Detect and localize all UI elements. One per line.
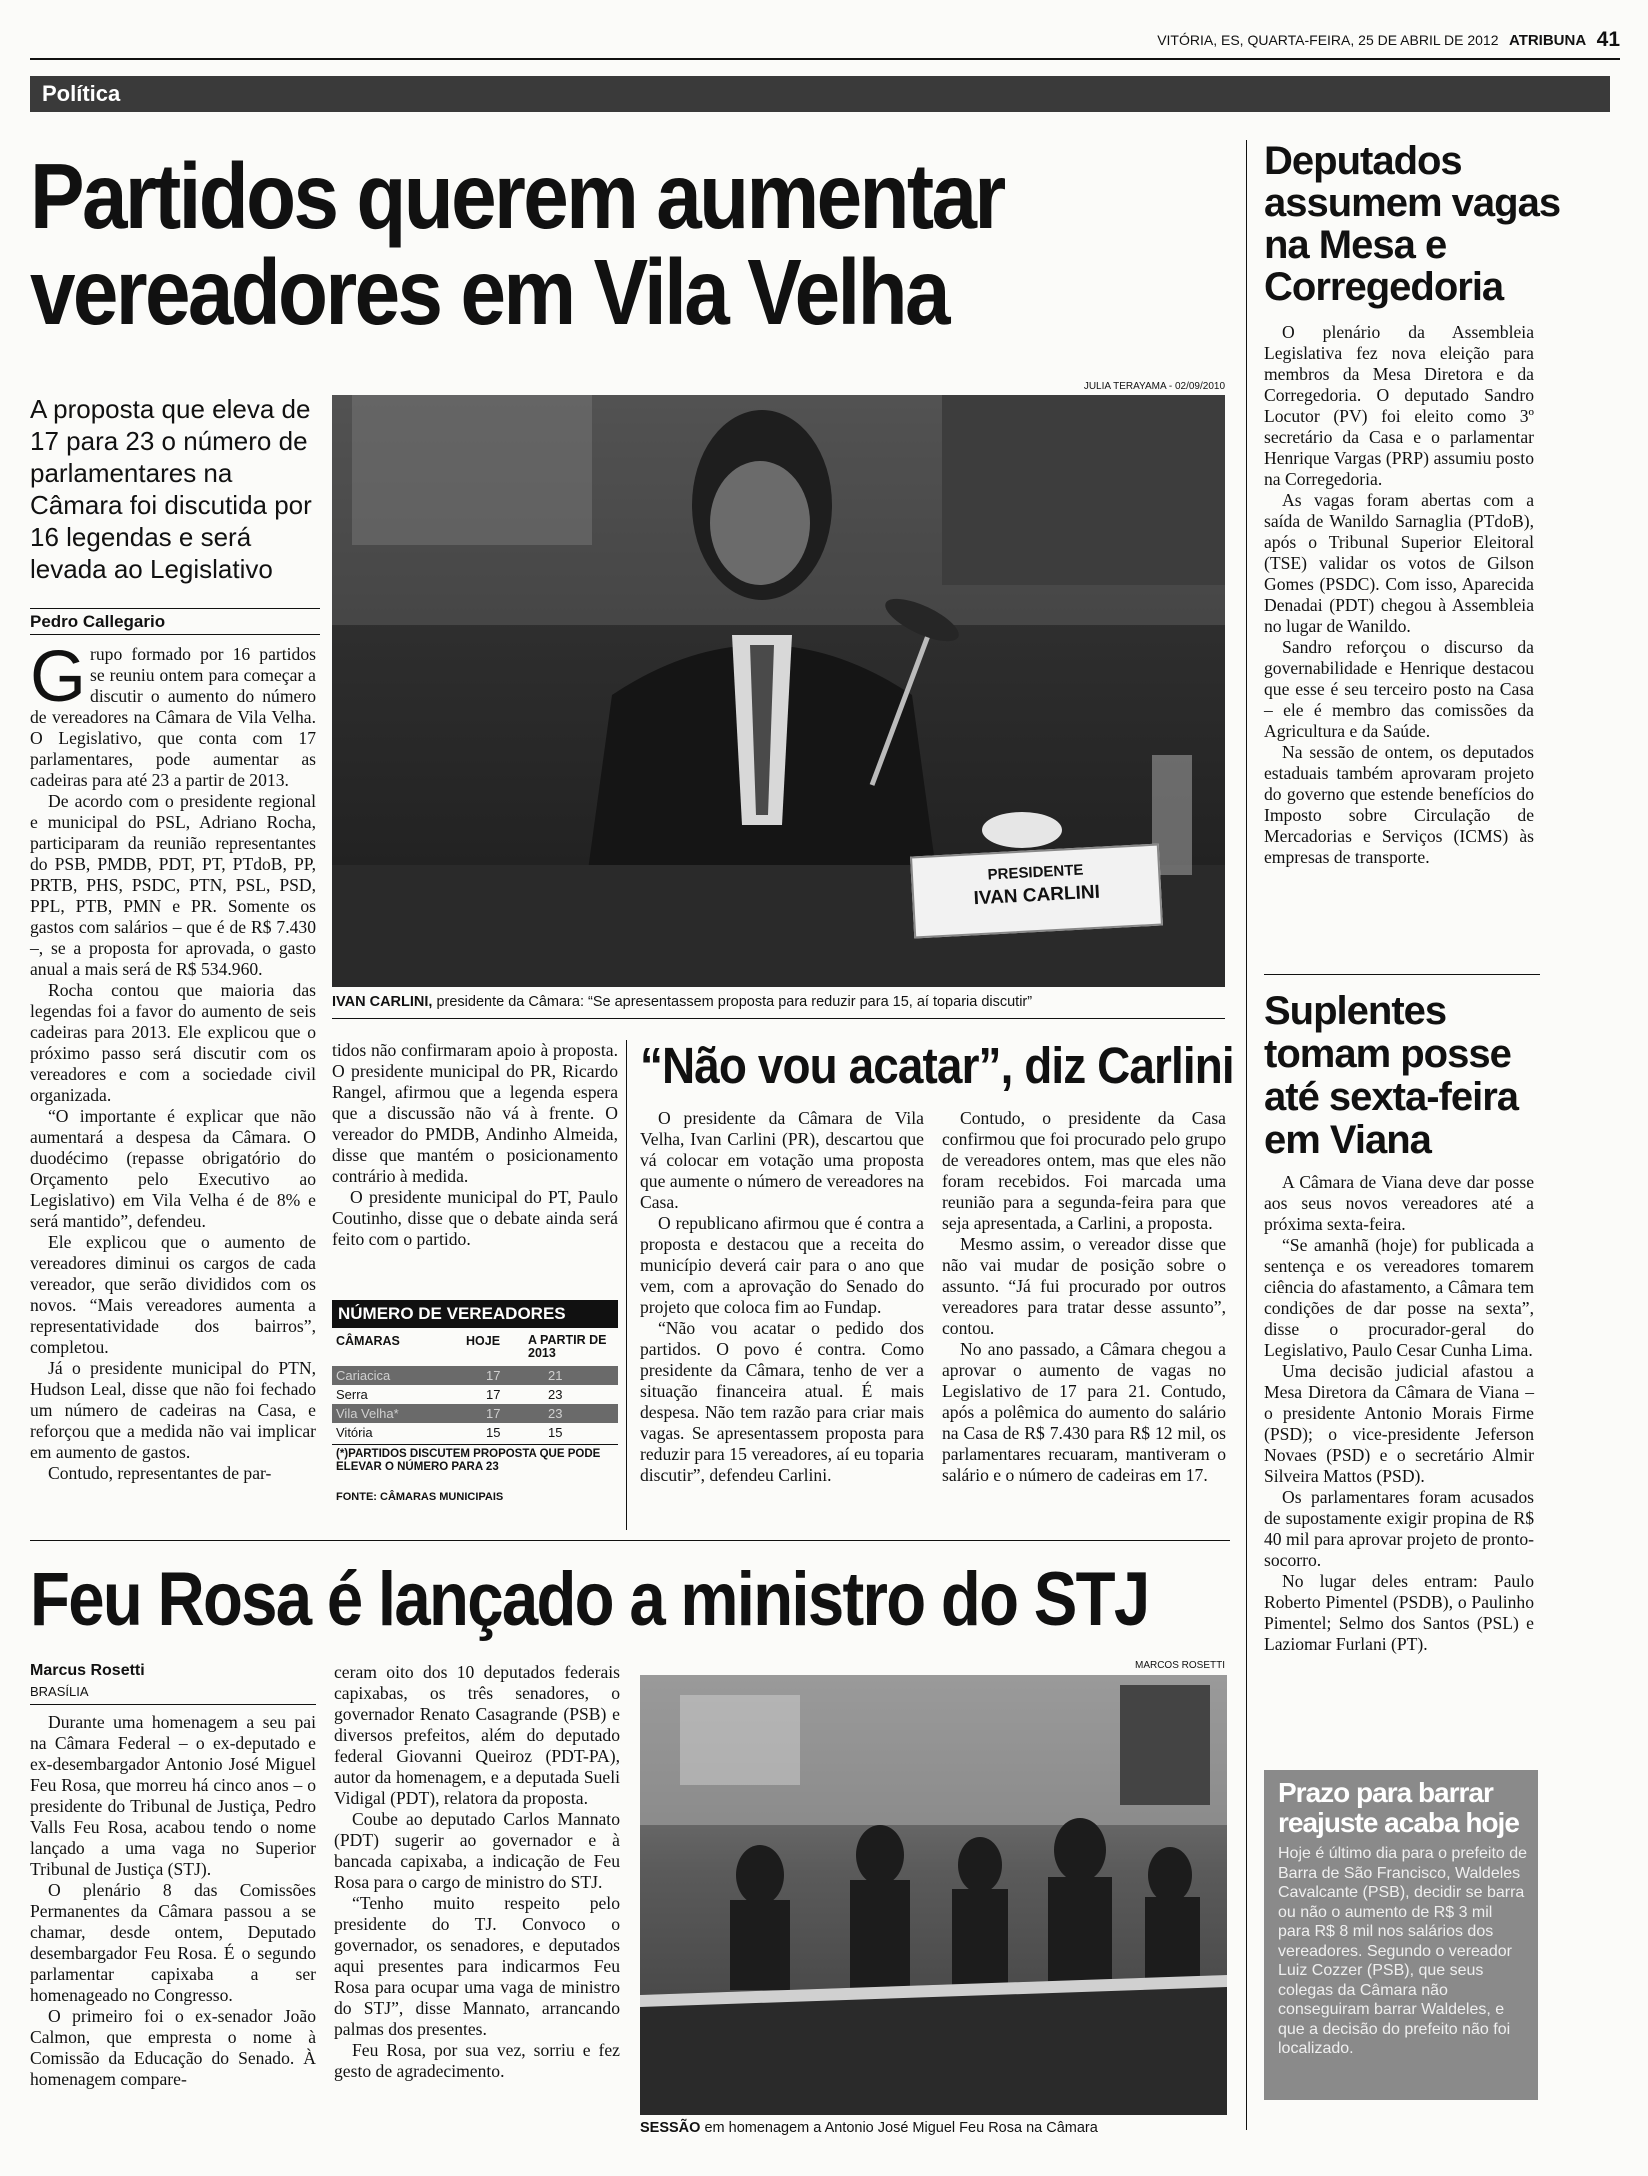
caption-text: presidente da Câmara: “Se apresentassem proposta para reduzir para 15, aí toparia discutir” [436, 994, 1033, 1010]
paragraph: De acordo com o presidente regional e municipal do PSL, Adriano Rocha, participaram da reunião representantes do PSB, PMDB, PDT, PT, PTdoB, PP, PRTB, PHS, PSDC, PTN, PSL, PSD, PPL, PTB, PMN e PR. Somente os gastos com salários – que é de R$ 7.430 –, se a proposta for aprovada, o gasto anual a mais será de R$ 534.960. [30, 791, 316, 979]
feu-rosa-photo [640, 1675, 1227, 2115]
main-headline [30, 144, 1086, 344]
vereadores-table [332, 1300, 618, 1503]
caption-text: em homenagem a Antonio José Miguel Feu Rosa na Câmara [704, 2120, 1098, 2136]
main-headline-line1: Partidos querem aumentar [30, 144, 1004, 248]
paragraph: No lugar deles entram: Paulo Roberto Pimentel (PSDB), o Paulinho Pimentel; Selmo dos Santos (PSL) e Laziomar Furlani (PT). [1264, 1571, 1534, 1654]
byline-rule [30, 608, 320, 609]
feu-rosa-column-2 [334, 1662, 620, 2082]
byline-rule-bottom [30, 634, 320, 635]
nameplate-title: PRESIDENTE [987, 861, 1084, 884]
sidebar-box-headline: Prazo para barrar reajuste acaba hoje [1278, 1777, 1519, 1838]
caption-name: IVAN CARLINI, [332, 994, 433, 1010]
page-header [1000, 28, 1620, 54]
table-row [332, 1404, 618, 1423]
paragraph: Rocha contou que maioria das legendas foi a favor do aumento de seis cadeiras para 2013. Ele explicou que o próximo passo será discutir com os vereadores e com a sociedade civil organizada. [30, 980, 316, 1105]
paragraph: Mesmo assim, o vereador disse que não vai mudar de posição sobre o assunto. “Já fui procurado por outros vereadores para tratar desse assunto”, contou. [942, 1234, 1226, 1338]
feu-rosa-headline: Feu Rosa é lançado a ministro do STJ [30, 1557, 1149, 1642]
header-rule [30, 58, 1620, 60]
table-footnote: (*)PARTIDOS DISCUTEM PROPOSTA QUE PODE ELEVAR O NÚMERO PARA 23 [336, 1448, 601, 1473]
section-divider [30, 1540, 1230, 1541]
feu-rosa-column-1 [30, 1712, 316, 2090]
sidebar-divider [1264, 974, 1540, 975]
carlini-headline: “Não vou acatar”, diz Carlini [640, 1037, 1234, 1094]
paragraph: Feu Rosa, por sua vez, sorriu e fez gesto de agradecimento. [334, 2040, 620, 2081]
carlini-photo [332, 395, 1225, 987]
paragraph: Ele explicou que o aumento de vereadores diminui os cargos de cada vereador, que serão divididos com os novos. “Mais vereadores aumenta a representatividade dos bairros”, completou. [30, 1232, 316, 1357]
table-cell: 23 [548, 1406, 563, 1421]
table-row [332, 1423, 618, 1442]
carlini-column-1 [640, 1108, 924, 1486]
sidebar-box-text: Hoje é último dia para o prefeito de Barra de São Francisco, Waldeles Cavalcante (PSB), decidir se barra ou não o aumento de R$ 3 mil para R$ 8 mil nos salários dos vereadores. Segundo o vereador Luiz Cozzer (PSB), que seus colegas da Câmara não conseguiram barrar Waldeles, e que a decisão do prefeito não foi localizado. [1278, 1845, 1528, 2057]
table-header-cell: A PARTIR DE 2013 [528, 1333, 607, 1360]
table-cell: 15 [548, 1425, 563, 1440]
main-column-2 [332, 1040, 618, 1250]
table-cell: Vitória [336, 1425, 373, 1440]
paragraph: As vagas foram abertas com a saída de Wanildo Sarnaglia (PTdoB), após o Tribunal Superior Eleitoral (TSE) validar os votos de Gilson Gomes (PSDC). Com isso, Aparecida Denadai (PDT) chegou à Assembleia no lugar de Wanildo. [1264, 490, 1534, 636]
paragraph: Contudo, representantes de par- [48, 1463, 272, 1483]
paragraph: O presidente da Câmara de Vila Velha, Ivan Carlini (PR), descartou que vá colocar em votação uma proposta que aumente o número de vereadores na Casa. [640, 1108, 924, 1212]
table-cell: 17 [486, 1387, 501, 1402]
main-byline: Pedro Callegario [30, 612, 166, 631]
feu-rosa-photo-caption [640, 2120, 1230, 2136]
section-bar [30, 76, 1610, 112]
paragraph: Na sessão de ontem, os deputados estaduais também aprovaram projeto do governo que estende benefícios do Imposto sobre Circulação de Mercadorias e Serviços (ICMS) às empresas de transporte. [1264, 742, 1534, 867]
table-cell: 15 [486, 1425, 501, 1440]
table-cell: 17 [486, 1368, 501, 1383]
paragraph: tidos não confirmaram apoio à proposta. O presidente municipal do PR, Ricardo Rangel, afirmou que a legenda espera que a discussão não vá à frente. O vereador do PMDB, Andinho Almeida, disse que mantém o posicionamento contrário à medida. [332, 1040, 618, 1186]
feu-rosa-photo-art [640, 1675, 1227, 2115]
table-cell: Vila Velha* [336, 1406, 399, 1421]
table-row [332, 1385, 618, 1404]
sidebar-story2-headline: Suplentes tomam posse até sexta-feira em Viana [1264, 989, 1519, 1162]
carlini-column-2 [942, 1108, 1226, 1486]
photo-credit: JULIA TERAYAMA - 02/09/2010 [1083, 381, 1225, 392]
sidebar-story1-headline: Deputados assumem vagas na Mesa e Corregedoria [1264, 139, 1561, 309]
paragraph: “Se amanhã (hoje) for publicada a sentença e os vereadores tomarem ciência do afastamento, a Câmara tem condições de dar posse na sexta”, disse o procurador-geral do Legislativo, Paulo Cesar Cunha Lima. [1264, 1235, 1534, 1360]
table-cell: 23 [548, 1387, 563, 1402]
feu-rosa-location: BRASÍLIA [30, 1684, 89, 1699]
sidebar-rule [1246, 140, 1247, 2130]
paragraph: Os parlamentares foram acusados de supostamente exigir propina de R$ 40 mil para aprovar projeto de pronto-socorro. [1264, 1487, 1534, 1570]
table-title: NÚMERO DE VEREADORES [332, 1300, 618, 1328]
main-headline-line2: vereadores em Vila Velha [30, 240, 948, 344]
caption-lead: SESSÃO [640, 2120, 701, 2136]
drop-cap: G [30, 637, 87, 717]
section-label: Política [42, 81, 121, 106]
paragraph: Durante uma homenagem a seu pai na Câmara Federal – o ex-deputado e ex-desembargador Antonio José Miguel Feu Rosa, que morreu há cinco anos – o presidente do Tribunal de Justiça, Pedro Valls Feu Rosa, acabou tendo o nome lançado a uma vaga no Superior Tribunal de Justiça (STJ). [30, 1712, 316, 1879]
sidebar-story1-body [1264, 322, 1534, 868]
carlini-photo-caption [332, 994, 1225, 1010]
byline-rule [30, 1704, 316, 1705]
paragraph: O primeiro foi o ex-senador João Calmon, que empresta o nome à Comissão da Educação do Senado. À homenagem compare- [30, 2006, 316, 2089]
paragraph: Já o presidente municipal do PTN, Hudson Leal, disse que não foi fechado um número de cadeiras na Casa, e reforçou que a medida não vai implicar em aumento de gastos. [30, 1358, 316, 1462]
paragraph: No ano passado, a Câmara chegou a aprovar o aumento de vagas no Legislativo de 17 para 21. Contudo, após a polêmica do aumento do salário na Casa de R$ 7.430 para R$ 12 mil, os parlamentares recuaram, mantiveram o salário e o número de cadeiras em 17. [942, 1339, 1226, 1485]
paragraph: O plenário da Assembleia Legislativa fez nova eleição para membros da Mesa Diretora e da Corregedoria. O deputado Sandro Locutor (PV) foi eleito como 3º secretário da Casa e o parlamentar Henrique Vargas (PRP) assumiu posto na Corregedoria. [1264, 322, 1534, 489]
paragraph: rupo formado por 16 partidos se reuniu ontem para começar a discutir o aumento do número de vereadores na Câmara de Vila Velha. O Legislativo, que conta com 17 parlamentares, pode aumentar as cadeiras para até 23 a partir de 2013. [30, 644, 316, 790]
paragraph: “Tenho muito respeito pelo presidente do TJ. Convoco o governador, os senadores, e deputados aqui presentes para indicarmos Feu Rosa para ocupar uma vaga de ministro do STJ”, disse Mannato, arrancando palmas dos presentes. [334, 1893, 620, 2039]
feu-rosa-byline: Marcus Rosetti [30, 1662, 145, 1679]
table-header-cell: HOJE [466, 1334, 501, 1348]
nameplate-name: IVAN CARLINI [973, 881, 1101, 910]
paragraph: ceram oito dos 10 deputados federais capixabas, os três senadores, o governador Renato Casagrande (PSB) e diversos prefeitos, além do deputado federal Giovanni Queiroz (PDT-PA), autor da homenagem, e a deputada Sueli Vidigal (PDT), relatora da proposta. [334, 1662, 620, 1808]
table-cell: Cariacica [336, 1368, 391, 1383]
table-header-cell: CÂMARAS [336, 1334, 400, 1348]
paragraph: O republicano afirmou que é contra a proposta e destacou que a receita do município deverá cair para o ano que vem, com a aprovação do Senado do projeto que coloca fim ao Fundap. [640, 1213, 924, 1317]
paragraph: Coube ao deputado Carlos Mannato (PDT) sugerir ao governador e à bancada capixaba, a indicação de Feu Rosa para o cargo de ministro do STJ. [334, 1809, 620, 1892]
sidebar-story2-body [1264, 1172, 1534, 1655]
nameplate [910, 844, 1163, 939]
column-rule [626, 1040, 627, 1530]
dateline: VITÓRIA, ES, QUARTA-FEIRA, 25 DE ABRIL DE 2012 [1157, 32, 1499, 48]
table-header-row [332, 1328, 618, 1362]
paper-name: ATRIBUNA [1508, 31, 1587, 49]
paragraph: “O importante é explicar que não aumentará a despesa da Câmara. O duodécimo (repasse obrigatório do Orçamento pelo Executivo ao Legislativo) em Vila Velha é de 8% e será mantido”, defendeu. [30, 1106, 316, 1231]
feu-rosa-photo-credit: MARCOS ROSETTI [1134, 1660, 1225, 1671]
main-deck: A proposta que eleva de 17 para 23 o número de parlamentares na Câmara foi discutida por 16 legendas e será levada ao Legislativo [30, 394, 312, 584]
paragraph: Uma decisão judicial afastou a Mesa Diretora da Câmara de Viana – o presidente Antonio Morais Firme (PSD); o vice-presidente Jeferson Novaes (PSD) e o secretário Almir Silveira Mattos (PSD). [1264, 1361, 1534, 1486]
table-row [332, 1366, 618, 1385]
sidebar-box [1264, 1770, 1538, 2100]
main-column-1 [30, 637, 316, 1484]
page-number: 41 [1596, 28, 1620, 51]
table-source: FONTE: CÂMARAS MUNICIPAIS [336, 1491, 504, 1503]
photo-caption-rule [332, 1018, 1225, 1019]
table-cell: Serra [336, 1387, 368, 1402]
table-cell: 21 [548, 1368, 563, 1383]
table-cell: 17 [486, 1406, 501, 1421]
paragraph: O presidente municipal do PT, Paulo Coutinho, disse que o debate ainda será feito com o partido. [332, 1187, 618, 1249]
paragraph: “Não vou acatar o pedido dos partidos. O povo é contra. Como presidente da Câmara, tenho de ver a situação financeira atual. É mais despesa. Não tem razão para criar mais vagas. Se apresentassem proposta para reduzir para 15 vereadores, aí eu toparia discutir”, defendeu Carlini. [640, 1318, 924, 1485]
paragraph: A Câmara de Viana deve dar posse aos seus novos vereadores até a próxima sexta-feira. [1264, 1172, 1534, 1234]
paragraph: Sandro reforçou o discurso da governabilidade e Henrique destacou que esse é seu terceiro posto na Casa – ele é membro das comissões da Agricultura e da Saúde. [1264, 637, 1534, 741]
paragraph: O plenário 8 das Comissões Permanentes da Câmara passou a se chamar, desde ontem, Deputado desembargador Feu Rosa. É o segundo parlamentar capixaba a ser homenageado no Congresso. [30, 1880, 316, 2005]
paragraph: Contudo, o presidente da Casa confirmou que foi procurado pelo grupo de vereadores ontem, mas que eles não foram recebidos. Foi marcada uma reunião para a segunda-feira para que seja apresentada, a Carlini, a proposta. [942, 1108, 1226, 1233]
